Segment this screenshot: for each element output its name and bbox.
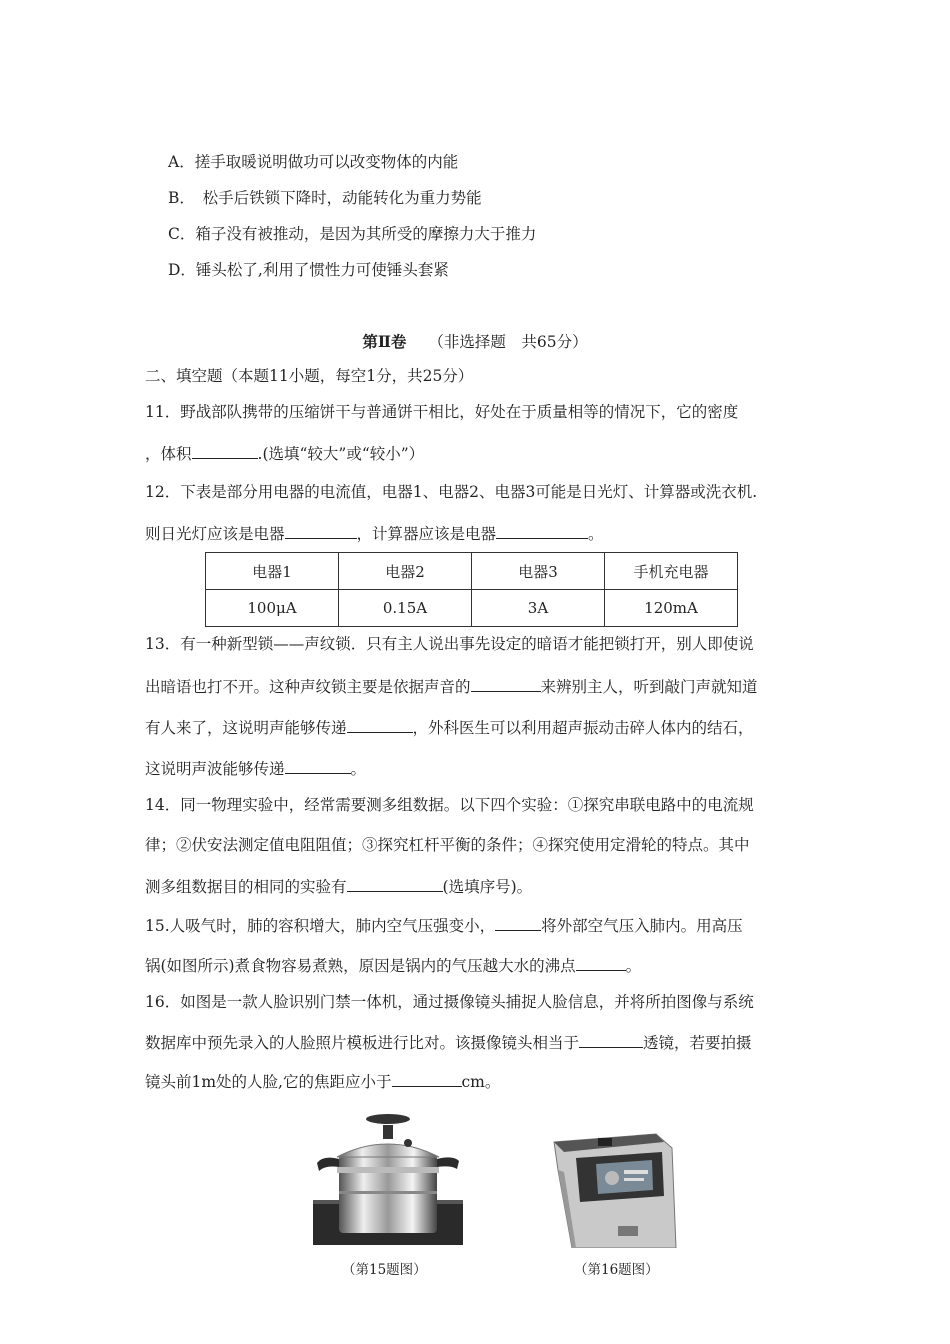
q13-text-a: 出暗语也打不开。这种声纹锁主要是依据声音的 — [145, 678, 471, 696]
q13-line1: 13．有一种新型锁——声纹锁．只有主人说出事先设定的暗语才能把锁打开，别人即使说 — [145, 635, 754, 653]
table-value-cell: 100μA — [206, 590, 339, 627]
q16-text-c: 镜头前1m处的人脸,它的焦距应小于 — [145, 1073, 392, 1091]
q13-line2 — [145, 675, 758, 697]
face-recognition-terminal-image — [546, 1130, 686, 1248]
option-c: C．箱子没有被推动，是因为其所受的摩擦力大于推力 — [168, 225, 537, 243]
q13-text-b: 来辨别主人，听到敲门声就知道 — [540, 678, 758, 696]
q15-text-a: 15.人吸气时，肺的容积增大，肺内空气压强变小， — [145, 917, 496, 935]
q16-text-b: 透镜，若要拍摄 — [643, 1034, 752, 1052]
table-header-row — [206, 553, 738, 590]
q14-line1: 14．同一物理实验中，经常需要测多组数据。以下四个实验：①探究串联电路中的电流规 — [145, 796, 754, 814]
q13-blank-1 — [471, 675, 541, 692]
section-title — [0, 330, 950, 352]
q13-blank-3 — [285, 757, 351, 774]
q15-line1 — [145, 914, 743, 936]
q15-text-d: 。 — [625, 957, 642, 975]
table-value-row — [206, 590, 738, 627]
q16-line2 — [145, 1031, 752, 1053]
table-value-cell: 120mA — [605, 590, 738, 627]
figure-15-caption: （第15题图） — [342, 1262, 427, 1278]
q12-text-b: ，计算器应该是电器 — [356, 525, 497, 543]
section-title-rest: （非选择题 共65分） — [428, 333, 588, 351]
q15-text-b: 将外部空气压入肺内。用高压 — [541, 917, 743, 935]
q12-blank-2 — [496, 522, 588, 539]
q11-text-a: ，体积 — [145, 445, 192, 463]
table-header-cell: 手机充电器 — [605, 553, 738, 590]
q15-text-c: 锅(如图所示)煮食物容易煮熟，原因是锅内的气压越大水的沸点 — [145, 957, 576, 975]
table-header-cell: 电器3 — [472, 553, 605, 590]
q12-text-c: 。 — [588, 525, 604, 543]
pressure-cooker-image — [313, 1105, 463, 1245]
current-table — [205, 552, 738, 627]
figure-16-caption: （第16题图） — [574, 1262, 659, 1278]
part2-heading: 二、填空题（本题11小题，每空1分，共25分） — [145, 367, 474, 385]
q12-line1: 12．下表是部分用电器的电流值，电器1、电器2、电器3可能是日光灯、计算器或洗衣机. — [145, 483, 758, 501]
q14-text-a: 测多组数据目的相同的实验有 — [145, 878, 347, 896]
q16-blank-1 — [579, 1031, 643, 1048]
q13-text-e: 这说明声波能够传递 — [145, 760, 285, 778]
q15-blank-1 — [495, 914, 541, 931]
section-title-bold: 第Ⅱ卷 — [362, 332, 407, 351]
q12-blank-1 — [285, 522, 357, 539]
q16-line3 — [145, 1070, 500, 1092]
table-header-cell: 电器1 — [206, 553, 339, 590]
q12-text-a: 则日光灯应该是电器 — [145, 525, 285, 543]
q12-line2 — [145, 522, 604, 544]
q11-line2 — [145, 442, 424, 464]
q16-line1: 16．如图是一款人脸识别门禁一体机，通过摄像镜头捕捉人脸信息，并将所拍图像与系统 — [145, 993, 754, 1011]
q15-line2 — [145, 954, 641, 976]
q14-text-b: (选填序号)。 — [442, 878, 533, 896]
q13-line3 — [145, 716, 754, 738]
q13-line4 — [145, 757, 366, 779]
q16-blank-2 — [392, 1070, 462, 1087]
option-d: D．锤头松了,利用了惯性力可使锤头套紧 — [168, 261, 449, 279]
q15-blank-2 — [576, 954, 626, 971]
q16-text-d: cm。 — [461, 1073, 501, 1091]
table-value-cell: 3A — [472, 590, 605, 627]
table-value-cell: 0.15A — [339, 590, 472, 627]
q13-text-f: 。 — [350, 760, 367, 778]
option-b: B． 松手后铁锁下降时，动能转化为重力势能 — [168, 189, 482, 207]
q14-line2: 律；②伏安法测定值电阻阻值；③探究杠杆平衡的条件；④探究使用定滑轮的特点。其中 — [145, 836, 750, 854]
q11-blank — [192, 442, 258, 459]
q11-line1: 11．野战部队携带的压缩饼干与普通饼干相比，好处在于质量相等的情况下，它的密度 — [145, 403, 739, 421]
q11-text-b: .(选填“较大”或“较小”） — [257, 445, 425, 463]
option-a: A．搓手取暖说明做功可以改变物体的内能 — [168, 153, 459, 171]
q14-line3 — [145, 875, 532, 897]
q14-blank — [347, 875, 443, 892]
q16-text-a: 数据库中预先录入的人脸照片模板进行比对。该摄像镜头相当于 — [145, 1034, 580, 1052]
q13-blank-2 — [347, 716, 413, 733]
q13-text-d: ，外科医生可以利用超声振动击碎人体内的结石， — [412, 719, 754, 737]
table-header-cell: 电器2 — [339, 553, 472, 590]
q13-text-c: 有人来了，这说明声能够传递 — [145, 719, 347, 737]
